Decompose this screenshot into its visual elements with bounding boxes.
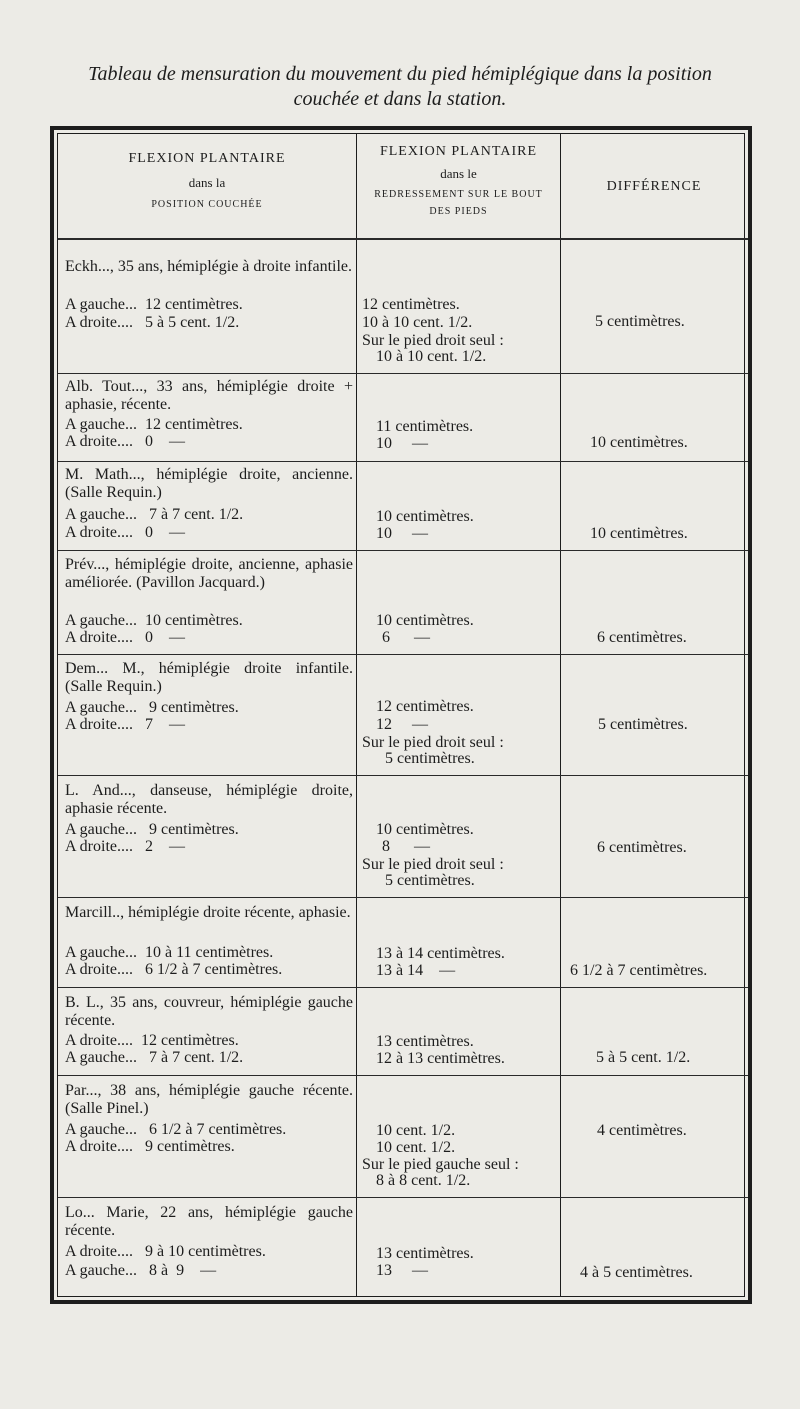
- measure-station-1: 10 centimètres.: [376, 612, 474, 629]
- header-col2-main: FLEXION PLANTAIRE: [379, 144, 538, 159]
- measure-station-2: 13 —: [376, 1262, 428, 1279]
- measure-station-4: 10 à 10 cent. 1/2.: [376, 348, 487, 365]
- header-col2-small-1: REDRESSEMENT SUR LE BOUT: [374, 189, 543, 200]
- column-divider-2: [560, 134, 561, 1296]
- row-divider: [58, 1075, 748, 1076]
- row-divider: [58, 654, 748, 655]
- patient-description: Alb. Tout..., 33 ans, hémiplégie droite + aphasie, récente.: [65, 378, 353, 413]
- header-col-difference: [561, 178, 747, 196]
- difference-value: 6 1/2 à 7 centimètres.: [570, 962, 708, 979]
- header-col1-small: POSITION COUCHÉE: [151, 199, 263, 210]
- row-divider: [58, 897, 748, 898]
- page-title: [0, 62, 800, 112]
- row-divider: [58, 1197, 748, 1198]
- difference-value: 4 centimètres.: [597, 1122, 687, 1139]
- measure-couchee-1: A gauche... 9 centimètres.: [65, 821, 239, 838]
- header-col-redressement: [357, 143, 560, 220]
- measure-couchee-1: A gauche... 7 à 7 cent. 1/2.: [65, 506, 244, 523]
- patient-description: B. L., 35 ans, couvreur, hémiplégie gauche récente.: [65, 994, 353, 1029]
- header-col2-small-2: DES PIEDS: [429, 206, 488, 217]
- header-divider: [58, 238, 748, 240]
- measure-station-3: Sur le pied droit seul :: [362, 856, 504, 873]
- row-divider: [58, 461, 748, 462]
- measure-couchee-1: A gauche... 9 centimètres.: [65, 699, 239, 716]
- header-col-couchee: [58, 150, 356, 213]
- column-divider-1: [356, 134, 357, 1296]
- measure-station-2: 8 —: [382, 838, 430, 855]
- difference-value: 5 centimètres.: [595, 313, 685, 330]
- header-col2-sub: dans le: [440, 166, 477, 181]
- measure-station-1: 12 centimètres.: [362, 296, 460, 313]
- measure-couchee-2: A droite.... 7 —: [65, 716, 185, 733]
- measure-station-3: Sur le pied droit seul :: [362, 734, 504, 751]
- measure-couchee-1: A droite.... 9 à 10 centimètres.: [65, 1243, 266, 1260]
- measure-station-1: 13 centimètres.: [376, 1245, 474, 1262]
- measure-couchee-1: A gauche... 10 à 11 centimètres.: [65, 944, 274, 961]
- measure-station-1: 12 centimètres.: [376, 698, 474, 715]
- measure-couchee-2: A droite.... 0 —: [65, 433, 185, 450]
- measure-station-2: 12 à 13 centimètres.: [376, 1050, 505, 1067]
- measure-couchee-1: A gauche... 12 centimètres.: [65, 416, 243, 433]
- measure-couchee-2: A droite.... 5 à 5 cent. 1/2.: [65, 314, 240, 331]
- measure-couchee-1: A gauche... 12 centimètres.: [65, 296, 243, 313]
- difference-value: 10 centimètres.: [590, 525, 688, 542]
- difference-value: 6 centimètres.: [597, 629, 687, 646]
- row-divider: [58, 775, 748, 776]
- header-col3-main: DIFFÉRENCE: [606, 179, 702, 194]
- measure-couchee-2: A gauche... 7 à 7 cent. 1/2.: [65, 1049, 244, 1066]
- patient-description: Dem... M., hémiplégie droite infantile. (Salle Requin.): [65, 660, 353, 695]
- measure-station-2: 10 —: [376, 435, 428, 452]
- measure-station-3: Sur le pied droit seul :: [362, 332, 504, 349]
- measure-station-4: 5 centimètres.: [385, 872, 475, 889]
- patient-description: Par..., 38 ans, hémiplégie gauche récente. (Salle Pinel.): [65, 1082, 353, 1117]
- patient-description: Lo... Marie, 22 ans, hémiplégie gauche récente.: [65, 1204, 353, 1239]
- measure-station-2: 6 —: [382, 629, 430, 646]
- difference-value: 5 centimètres.: [598, 716, 688, 733]
- measure-couchee-2: A droite.... 6 1/2 à 7 centimètres.: [65, 961, 283, 978]
- measure-station-2: 10 —: [376, 525, 428, 542]
- difference-value: 6 centimètres.: [597, 839, 687, 856]
- measure-station-1: 13 centimètres.: [376, 1033, 474, 1050]
- measure-station-1: 13 à 14 centimètres.: [376, 945, 505, 962]
- patient-description: Marcill.., hémiplégie droite récente, aphasie.: [65, 904, 351, 921]
- measure-couchee-1: A droite.... 12 centimètres.: [65, 1032, 239, 1049]
- row-divider: [58, 987, 748, 988]
- measure-station-4: 5 centimètres.: [385, 750, 475, 767]
- measure-station-2: 10 à 10 cent. 1/2.: [362, 314, 473, 331]
- measure-couchee-2: A droite.... 9 centimètres.: [65, 1138, 235, 1155]
- row-divider: [58, 550, 748, 551]
- measure-station-1: 10 cent. 1/2.: [376, 1122, 456, 1139]
- measure-couchee-2: A gauche... 8 à 9 —: [65, 1262, 217, 1279]
- difference-value: 5 à 5 cent. 1/2.: [596, 1049, 691, 1066]
- measure-couchee-1: A gauche... 10 centimètres.: [65, 612, 243, 629]
- header-col1-main: FLEXION PLANTAIRE: [128, 151, 286, 166]
- title-line-2: couchée et dans la station.: [293, 88, 507, 110]
- measure-station-3: Sur le pied gauche seul :: [362, 1156, 519, 1173]
- measure-station-4: 8 à 8 cent. 1/2.: [376, 1172, 471, 1189]
- patient-description: L. And..., danseuse, hémiplégie droite, aphasie récente.: [65, 782, 353, 817]
- difference-value: 10 centimètres.: [590, 434, 688, 451]
- measure-station-2: 10 cent. 1/2.: [376, 1139, 456, 1156]
- measure-station-1: 10 centimètres.: [376, 821, 474, 838]
- measure-couchee-2: A droite.... 2 —: [65, 838, 185, 855]
- patient-description: Prév..., hémiplégie droite, ancienne, aphasie améliorée. (Pavillon Jacquard.): [65, 556, 353, 591]
- measure-couchee-1: A gauche... 6 1/2 à 7 centimètres.: [65, 1121, 287, 1138]
- measure-station-1: 10 centimètres.: [376, 508, 474, 525]
- difference-value: 4 à 5 centimètres.: [580, 1264, 693, 1281]
- patient-description: Eckh..., 35 ans, hémiplégie à droite infantile.: [65, 258, 353, 275]
- measure-station-2: 12 —: [376, 716, 428, 733]
- measure-station-1: 11 centimètres.: [376, 418, 474, 435]
- title-line-1: Tableau de mensuration du mouvement du pied hémiplégique dans la position: [88, 63, 712, 85]
- row-divider: [58, 373, 748, 374]
- measure-station-2: 13 à 14 —: [376, 962, 456, 979]
- measure-couchee-2: A droite.... 0 —: [65, 629, 185, 646]
- measure-couchee-2: A droite.... 0 —: [65, 524, 185, 541]
- patient-description: M. Math..., hémiplégie droite, ancienne. (Salle Requin.): [65, 466, 353, 501]
- header-col1-sub: dans la: [188, 175, 226, 190]
